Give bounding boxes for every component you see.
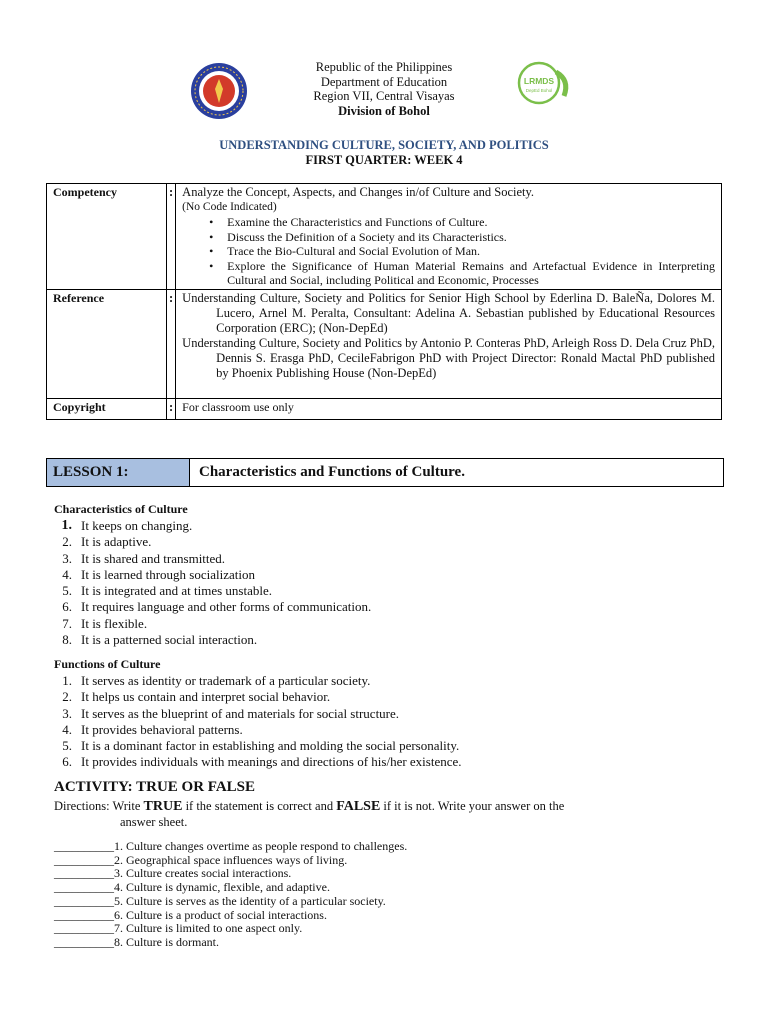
- activity-item: __________5. Culture is serves as the identity of a particular society.: [54, 893, 386, 908]
- copyright-row: [47, 398, 722, 419]
- list-number: 6.: [62, 754, 72, 770]
- characteristics-heading: Characteristics of Culture: [54, 502, 188, 516]
- functions-list: [54, 673, 654, 771]
- list-item: [54, 567, 654, 583]
- list-text: It helps us contain and interpret social behavior.: [81, 689, 331, 705]
- list-number: 7.: [62, 615, 72, 631]
- quarter-title: FIRST QUARTER: WEEK 4: [305, 153, 463, 167]
- list-text: It is learned through socialization: [81, 566, 256, 582]
- list-text: It serves as identity or trademark of a particular society.: [81, 673, 371, 688]
- competency-colon: :: [167, 184, 176, 290]
- subject-title: UNDERSTANDING CULTURE, SOCIETY, AND POLITICS: [219, 138, 549, 152]
- directions-true: TRUE: [143, 799, 183, 814]
- directions-text-b: if the statement is correct and: [182, 799, 337, 813]
- list-text: It keeps on changing.: [81, 518, 193, 533]
- list-number: 4.: [62, 721, 72, 737]
- list-item: • Examine the Characteristics and Functions of Culture.: [227, 215, 715, 230]
- activity-item: __________2. Geographical space influences ways of living.: [54, 852, 348, 867]
- list-text: It is a patterned social interaction.: [81, 632, 258, 648]
- activity-title: ACTIVITY: TRUE OR FALSE: [54, 779, 256, 795]
- list-number: 5.: [62, 583, 72, 599]
- reference-1: Understanding Culture, Society and Politics for Senior High School by Ederlina D. BaleÑa, Dolores M. Lucero, Arnel M. Peralta, Consultant: Adelina A. Sebastian published by Educational Resources Corporation (ERC); (Non-DepEd): [182, 290, 715, 335]
- list-number: 5.: [62, 738, 72, 754]
- list-text: It provides individuals with meanings and directions of his/her existence.: [81, 754, 462, 770]
- list-item: [54, 599, 654, 615]
- activity-item: __________3. Culture creates social interactions.: [54, 866, 292, 881]
- competency-text: Analyze the Concept, Aspects, and Changes in/of Culture and Society.: [182, 185, 535, 199]
- list-text: It is a dominant factor in establishing and molding the social personality.: [81, 738, 460, 754]
- list-text: It is shared and transmitted.: [81, 550, 226, 566]
- competency-list: [182, 215, 715, 288]
- lesson-title: Characteristics and Functions of Culture.: [199, 464, 465, 480]
- lesson-banner: [46, 458, 724, 487]
- activity-item: __________7. Culture is limited to one aspect only.: [54, 921, 303, 936]
- list-item: [54, 754, 654, 770]
- list-number: 4.: [62, 566, 72, 582]
- copyright-text: For classroom use only: [176, 398, 722, 419]
- competency-label: Competency: [47, 184, 167, 290]
- competency-table: [46, 183, 722, 420]
- functions-heading: Functions of Culture: [54, 657, 161, 671]
- list-text: It is integrated and at times unstable.: [81, 583, 272, 599]
- directions-false: FALSE: [336, 799, 381, 814]
- list-item: [54, 738, 654, 754]
- reference-label: Reference: [47, 289, 167, 398]
- lesson-tag: LESSON 1:: [47, 459, 190, 486]
- header-republic: Republic of the Philippines: [315, 60, 453, 74]
- copyright-colon: :: [167, 398, 176, 419]
- list-number: 2.: [62, 534, 72, 550]
- list-text: It is flexible.: [81, 615, 148, 631]
- directions-text-c: if it is not. Write your answer on the: [380, 799, 565, 813]
- directions-text-a: Directions: Write: [54, 799, 144, 813]
- list-text: It is adaptive.: [81, 534, 152, 550]
- list-item: • Trace the Bio-Cultural and Social Evolution of Man.: [227, 244, 715, 259]
- reference-row: [47, 289, 722, 398]
- list-item: [54, 534, 654, 550]
- lrmds-logo-subtext: DepEd Bohol: [525, 88, 553, 93]
- activity-item: __________1. Culture changes overtime as people respond to challenges.: [54, 839, 408, 853]
- lrmds-logo-text: LRMDS: [523, 76, 555, 86]
- list-text: It provides behavioral patterns.: [81, 721, 243, 737]
- list-number: 2.: [62, 689, 72, 705]
- list-item: [54, 722, 654, 738]
- list-item: • Explore the Significance of Human Material Remains and Artefactual Evidence in Interpreting Cultural and Social, including Political and Economic, Processes: [227, 259, 715, 288]
- competency-note: (No Code Indicated): [182, 201, 277, 213]
- header-region: Region VII, Central Visayas: [313, 89, 455, 103]
- copyright-label: Copyright: [47, 398, 167, 419]
- list-item: • Discuss the Definition of a Society and its Characteristics.: [227, 230, 715, 245]
- characteristics-list: [54, 518, 654, 648]
- reference-content: [176, 289, 722, 398]
- header-department: Department of Education: [320, 74, 448, 89]
- header-division: Division of Bohol: [338, 103, 430, 118]
- list-item: [54, 689, 654, 705]
- reference-colon: :: [167, 289, 176, 398]
- competency-content: [176, 184, 722, 290]
- activity-directions: [54, 797, 564, 816]
- list-item: [54, 616, 654, 632]
- document-header: [0, 60, 768, 118]
- list-item: [54, 518, 654, 534]
- list-number: 8.: [62, 632, 72, 648]
- activity-item: __________6. Culture is a product of social interactions.: [54, 907, 327, 922]
- reference-2: Understanding Culture, Society and Politics by Antonio P. Conteras PhD, Arleigh Ross D. Dela Cruz PhD, Dennis S. Erasga PhD, CecileFabrigon PhD with Project Director: Ronald Mactal PhD published by Phoenix Publishing House (Non-DepEd): [182, 335, 715, 380]
- list-number: 3.: [62, 705, 72, 721]
- list-text: It serves as the blueprint of and materials for social structure.: [81, 705, 400, 721]
- list-number: 1.: [61, 518, 72, 533]
- list-item: [54, 551, 654, 567]
- list-number: 3.: [62, 550, 72, 566]
- list-number: 6.: [62, 599, 72, 615]
- activity-item: __________8. Culture is dormant.: [54, 934, 219, 949]
- activity-directions-line2: answer sheet.: [120, 815, 188, 829]
- activity-item: __________4. Culture is dynamic, flexible, and adaptive.: [54, 880, 330, 895]
- list-number: 1.: [62, 673, 72, 688]
- activity-items: [54, 840, 407, 950]
- list-text: It requires language and other forms of communication.: [81, 599, 372, 615]
- list-item: [54, 706, 654, 722]
- list-item: [54, 632, 654, 648]
- list-item: [54, 583, 654, 599]
- competency-row: [47, 184, 722, 290]
- list-item: [54, 673, 654, 689]
